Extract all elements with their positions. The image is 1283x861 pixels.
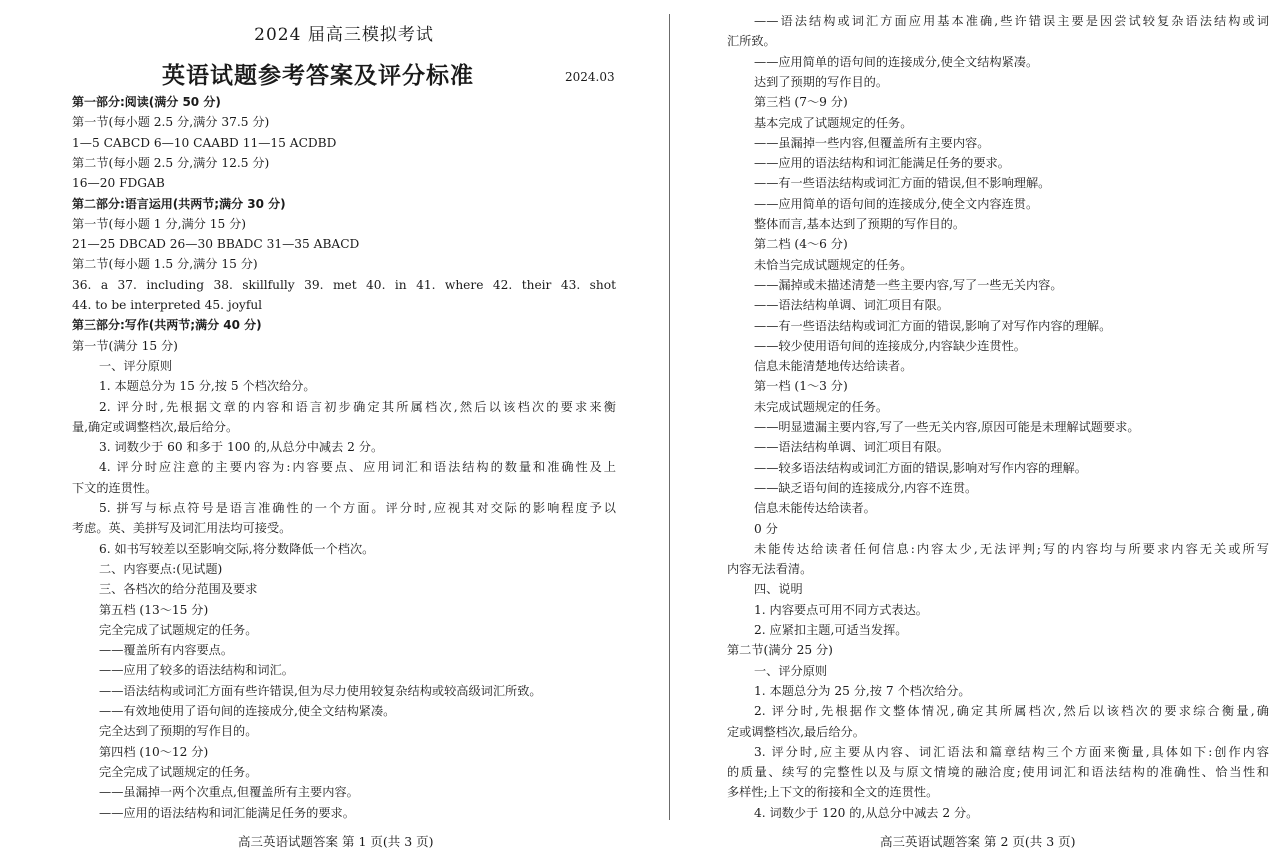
- text-line: 未完成试题规定的任务。: [754, 399, 889, 414]
- text-line: ——应用简单的语句间的连接成分,使全文内容连贯。: [754, 196, 1039, 211]
- text-line: ——覆盖所有内容要点。: [99, 643, 234, 658]
- text-line: 0 分: [754, 521, 778, 536]
- text-line: 的质量、续写的完整性以及与原文情境的融洽度;使用词汇和语法结构的准确性、恰当性和: [727, 765, 1269, 780]
- text-line: 1. 内容要点可用不同方式表达。: [754, 602, 928, 617]
- text-line: 第三部分:写作(共两节;满分 40 分): [72, 318, 262, 333]
- page-1-footer: 高三英语试题答案 第 1 页(共 3 页): [238, 834, 434, 849]
- text-line: ——虽漏掉一两个次重点,但覆盖所有主要内容。: [99, 785, 359, 800]
- text-line: 下文的连贯性。: [72, 480, 158, 495]
- text-line: 第一部分:阅读(满分 50 分): [72, 95, 221, 109]
- text-line: ——语法结构或词汇方面应用基本准确,些许错误主要是因尝试较复杂语法结构或词: [754, 14, 1269, 28]
- text-line: ——语法结构单调、词汇项目有限。: [754, 440, 949, 455]
- text-line: 6. 如书写较差以至影响交际,将分数降低一个档次。: [99, 541, 375, 556]
- text-line: 二、内容要点:(见试题): [99, 561, 223, 576]
- text-line: 2. 评分时,先根据作文整体情况,确定其所属档次,然后以该档次的要求综合衡量,确: [754, 704, 1269, 719]
- text-line: 44. to be interpreted 45. joyful: [72, 298, 263, 312]
- text-line: 4. 词数少于 120 的,从总分中减去 2 分。: [754, 805, 979, 820]
- text-line: ——明显遗漏主要内容,写了一些无关内容,原因可能是未理解试题要求。: [754, 420, 1140, 434]
- text-line: 未能传达给读者任何信息:内容太少,无法评判;写的内容均与所要求内容无关或所写: [754, 541, 1269, 556]
- text-line: ——应用了较多的语法结构和词汇。: [99, 663, 294, 678]
- text-line: 第四档 (10～12 分): [99, 744, 209, 759]
- text-line: 1. 本题总分为 25 分,按 7 个档次给分。: [754, 683, 971, 698]
- text-line: ——语法结构单调、词汇项目有限。: [754, 298, 949, 313]
- text-line: 汇所致。: [727, 34, 776, 49]
- text-line: ——较多语法结构或词汇方面的错误,影响对写作内容的理解。: [754, 460, 1087, 475]
- text-line: 第二部分:语言运用(共两节;满分 30 分): [72, 196, 286, 211]
- text-line: 考虑。英、美拼写及词汇用法均可接受。: [72, 521, 292, 536]
- text-line: ——应用简单的语句间的连接成分,使全文结构紧凑。: [754, 54, 1039, 69]
- text-line: 4. 评分时应注意的主要内容为:内容要点、应用词汇和语法结构的数量和准确性及上: [99, 460, 616, 475]
- text-line: 完全完成了试题规定的任务。: [99, 764, 258, 779]
- text-line: 第一档 (1～3 分): [754, 379, 848, 394]
- text-line: 量,确定或调整档次,最后给分。: [72, 419, 239, 434]
- text-line: ——语法结构或词汇方面有些许错误,但为尽力使用较复杂结构或较高级词汇所致。: [99, 683, 542, 698]
- text-line: 第一节(满分 15 分): [72, 338, 178, 353]
- text-line: 21—25 DBCAD 26—30 BBADC 31—35 ABACD: [72, 237, 360, 252]
- exam-title: 2024 届高三模拟考试: [254, 25, 434, 45]
- text-line: ——应用的语法结构和词汇能满足任务的要求。: [99, 805, 355, 820]
- text-line: 2. 应紧扣主题,可适当发挥。: [754, 623, 908, 637]
- text-line: ——应用的语法结构和词汇能满足任务的要求。: [754, 156, 1010, 171]
- text-line: ——虽漏掉一些内容,但覆盖所有主要内容。: [754, 135, 990, 150]
- column-divider: [669, 14, 670, 820]
- text-line: 2. 评分时,先根据文章的内容和语言初步确定其所属档次,然后以该档次的要求来衡: [99, 399, 616, 414]
- text-line: 第一节(每小题 1 分,满分 15 分): [72, 216, 247, 231]
- text-line: ——有一些语法结构或词汇方面的错误,影响了对写作内容的理解。: [754, 318, 1112, 333]
- text-line: 3. 词数少于 60 和多于 100 的,从总分中减去 2 分。: [99, 440, 384, 455]
- text-line: 信息未能传达给读者。: [754, 501, 876, 516]
- text-line: 未恰当完成试题规定的任务。: [754, 257, 913, 272]
- text-line: ——缺乏语句间的连接成分,内容不连贯。: [754, 480, 978, 495]
- text-line: 第一节(每小题 2.5 分,满分 37.5 分): [72, 115, 270, 130]
- text-line: 四、说明: [754, 582, 803, 597]
- text-line: 完全达到了预期的写作目的。: [99, 724, 258, 739]
- text-line: ——较少使用语句间的连接成分,内容缺少连贯性。: [754, 338, 1026, 353]
- text-line: 内容无法看清。: [727, 562, 813, 577]
- text-line: 基本完成了试题规定的任务。: [754, 115, 913, 130]
- document-title: 英语试题参考答案及评分标准: [162, 63, 474, 89]
- text-line: 一、评分原则: [99, 358, 173, 373]
- text-line: 第五档 (13～15 分): [99, 602, 209, 617]
- text-line: 第三档 (7～9 分): [754, 95, 848, 110]
- text-line: 第二节(每小题 1.5 分,满分 15 分): [72, 257, 258, 272]
- text-line: 一、评分原则: [754, 663, 828, 678]
- page-2-footer: 高三英语试题答案 第 2 页(共 3 页): [880, 834, 1076, 849]
- text-line: 第二节(满分 25 分): [727, 643, 833, 658]
- text-line: 第二档 (4～6 分): [754, 237, 848, 252]
- text-line: ——有一些语法结构或词汇方面的错误,但不影响理解。: [754, 176, 1051, 191]
- text-line: ——有效地使用了语句间的连接成分,使全文结构紧凑。: [99, 704, 396, 718]
- text-line: 3. 评分时,应主要从内容、词汇语法和篇章结构三个方面来衡量,具体如下:创作内容: [754, 744, 1269, 759]
- text-line: 1—5 CABCD 6—10 CAABD 11—15 ACDBD: [72, 135, 337, 150]
- text-line: 第二节(每小题 2.5 分,满分 12.5 分): [72, 155, 270, 170]
- text-line: ——漏掉或未描述清楚一些主要内容,写了一些无关内容。: [754, 277, 1063, 292]
- text-line: 16—20 FDGAB: [72, 176, 165, 191]
- text-line: 1. 本题总分为 15 分,按 5 个档次给分。: [99, 379, 316, 394]
- text-line: 5. 拼写与标点符号是语言准确性的一个方面。评分时,应视其对交际的影响程度予以: [99, 501, 616, 515]
- text-line: 定或调整档次,最后给分。: [727, 724, 865, 739]
- text-line: 36. a 37. including 38. skillfully 39. met 40. in 41. where 42. their 43. shot: [72, 277, 616, 292]
- text-line: 达到了预期的写作目的。: [754, 74, 889, 89]
- text-line: 整体而言,基本达到了预期的写作目的。: [754, 217, 966, 231]
- text-line: 完全完成了试题规定的任务。: [99, 622, 258, 637]
- text-line: 信息未能清楚地传达给读者。: [754, 359, 913, 374]
- document-date: 2024.03: [565, 70, 615, 84]
- text-line: 多样性;上下文的衔接和全文的连贯性。: [727, 785, 939, 800]
- text-line: 三、各档次的给分范围及要求: [99, 582, 258, 597]
